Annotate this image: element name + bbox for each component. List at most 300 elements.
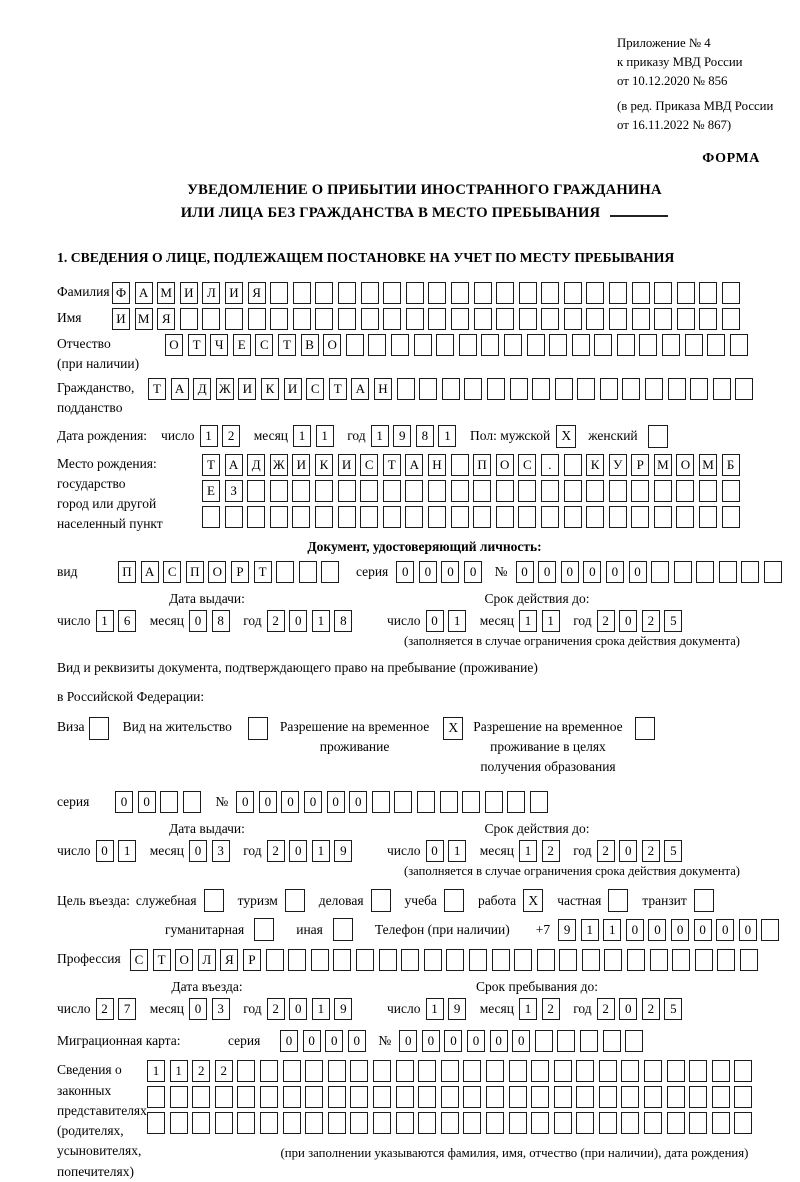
char-cell[interactable]: 1 xyxy=(200,425,218,447)
char-cell[interactable] xyxy=(361,308,379,330)
char-cell[interactable] xyxy=(564,454,582,476)
char-cell[interactable]: К xyxy=(586,454,604,476)
char-cell[interactable] xyxy=(677,282,695,304)
char-cell[interactable]: 6 xyxy=(118,610,136,632)
char-cell[interactable]: 0 xyxy=(349,791,367,813)
char-cell[interactable] xyxy=(496,506,514,528)
char-cell[interactable] xyxy=(689,1112,707,1134)
char-cell[interactable]: Т xyxy=(329,378,347,400)
char-cell[interactable]: 2 xyxy=(597,998,615,1020)
char-cell[interactable] xyxy=(328,1086,346,1108)
char-cell[interactable] xyxy=(722,308,740,330)
char-cell[interactable] xyxy=(496,480,514,502)
char-cell[interactable] xyxy=(621,1060,639,1082)
char-cell[interactable]: 0 xyxy=(422,1030,440,1052)
char-cell[interactable] xyxy=(451,480,469,502)
char-cell[interactable] xyxy=(473,480,491,502)
char-cell[interactable]: Д xyxy=(193,378,211,400)
char-cell[interactable]: 2 xyxy=(222,425,240,447)
temp-residence-edu-checkbox[interactable] xyxy=(635,717,655,740)
char-cell[interactable] xyxy=(486,1086,504,1108)
char-cell[interactable] xyxy=(713,378,731,400)
char-cell[interactable]: 1 xyxy=(312,998,330,1020)
char-cell[interactable]: 8 xyxy=(212,610,230,632)
char-cell[interactable] xyxy=(283,1112,301,1134)
char-cell[interactable]: 0 xyxy=(348,1030,366,1052)
purpose-commercial-checkbox[interactable] xyxy=(371,889,391,912)
char-cell[interactable]: 0 xyxy=(538,561,556,583)
char-cell[interactable] xyxy=(586,282,604,304)
char-cell[interactable] xyxy=(717,949,735,971)
char-cell[interactable] xyxy=(599,1086,617,1108)
char-cell[interactable] xyxy=(625,1030,643,1052)
char-cell[interactable] xyxy=(518,506,536,528)
char-cell[interactable] xyxy=(428,480,446,502)
residence-permit-checkbox[interactable] xyxy=(248,717,268,740)
char-cell[interactable] xyxy=(667,1060,685,1082)
char-cell[interactable]: 0 xyxy=(716,919,734,941)
char-cell[interactable]: 0 xyxy=(694,919,712,941)
char-cell[interactable] xyxy=(292,506,310,528)
char-cell[interactable]: У xyxy=(609,454,627,476)
char-cell[interactable] xyxy=(644,1060,662,1082)
char-cell[interactable] xyxy=(586,308,604,330)
char-cell[interactable]: Р xyxy=(243,949,261,971)
char-cell[interactable]: П xyxy=(186,561,204,583)
char-cell[interactable] xyxy=(650,949,668,971)
char-cell[interactable]: И xyxy=(112,308,130,330)
char-cell[interactable] xyxy=(722,282,740,304)
char-cell[interactable]: 9 xyxy=(558,919,576,941)
char-cell[interactable]: А xyxy=(225,454,243,476)
char-cell[interactable]: 0 xyxy=(115,791,133,813)
char-cell[interactable]: Р xyxy=(631,454,649,476)
char-cell[interactable]: 9 xyxy=(334,998,352,1020)
char-cell[interactable] xyxy=(396,1060,414,1082)
char-cell[interactable] xyxy=(147,1112,165,1134)
char-cell[interactable] xyxy=(609,282,627,304)
char-cell[interactable] xyxy=(192,1086,210,1108)
char-cell[interactable]: 1 xyxy=(170,1060,188,1082)
char-cell[interactable]: 0 xyxy=(426,840,444,862)
char-cell[interactable] xyxy=(730,334,748,356)
char-cell[interactable] xyxy=(418,1060,436,1082)
char-cell[interactable] xyxy=(215,1112,233,1134)
char-cell[interactable]: Я xyxy=(157,308,175,330)
char-cell[interactable] xyxy=(576,1060,594,1082)
char-cell[interactable] xyxy=(180,308,198,330)
char-cell[interactable] xyxy=(451,506,469,528)
char-cell[interactable] xyxy=(580,1030,598,1052)
char-cell[interactable]: 8 xyxy=(334,610,352,632)
char-cell[interactable]: О xyxy=(208,561,226,583)
char-cell[interactable]: 2 xyxy=(267,998,285,1020)
char-cell[interactable] xyxy=(396,1112,414,1134)
char-cell[interactable]: О xyxy=(323,334,341,356)
char-cell[interactable] xyxy=(260,1086,278,1108)
char-cell[interactable]: Л xyxy=(198,949,216,971)
char-cell[interactable] xyxy=(192,1112,210,1134)
char-cell[interactable] xyxy=(248,308,266,330)
char-cell[interactable]: 1 xyxy=(519,998,537,1020)
char-cell[interactable] xyxy=(361,282,379,304)
char-cell[interactable] xyxy=(559,949,577,971)
char-cell[interactable]: С xyxy=(130,949,148,971)
char-cell[interactable] xyxy=(645,378,663,400)
char-cell[interactable] xyxy=(283,1060,301,1082)
char-cell[interactable] xyxy=(293,308,311,330)
char-cell[interactable]: 0 xyxy=(606,561,624,583)
char-cell[interactable] xyxy=(428,308,446,330)
char-cell[interactable] xyxy=(396,1086,414,1108)
char-cell[interactable] xyxy=(600,378,618,400)
char-cell[interactable]: 1 xyxy=(448,610,466,632)
char-cell[interactable]: 1 xyxy=(312,840,330,862)
temp-residence-checkbox[interactable]: X xyxy=(443,717,463,740)
char-cell[interactable] xyxy=(360,506,378,528)
char-cell[interactable] xyxy=(373,1060,391,1082)
char-cell[interactable]: С xyxy=(306,378,324,400)
char-cell[interactable] xyxy=(690,378,708,400)
char-cell[interactable] xyxy=(237,1112,255,1134)
purpose-work-checkbox[interactable]: X xyxy=(523,889,543,912)
char-cell[interactable] xyxy=(586,506,604,528)
char-cell[interactable] xyxy=(451,308,469,330)
char-cell[interactable]: Т xyxy=(148,378,166,400)
char-cell[interactable]: С xyxy=(518,454,536,476)
char-cell[interactable] xyxy=(436,334,454,356)
char-cell[interactable]: Ф xyxy=(112,282,130,304)
char-cell[interactable] xyxy=(383,506,401,528)
char-cell[interactable] xyxy=(531,1060,549,1082)
char-cell[interactable] xyxy=(442,378,460,400)
purpose-private-checkbox[interactable] xyxy=(608,889,628,912)
char-cell[interactable]: 0 xyxy=(399,1030,417,1052)
char-cell[interactable]: 9 xyxy=(334,840,352,862)
purpose-transit-checkbox[interactable] xyxy=(694,889,714,912)
char-cell[interactable]: 0 xyxy=(289,840,307,862)
char-cell[interactable] xyxy=(639,334,657,356)
char-cell[interactable]: 0 xyxy=(648,919,666,941)
char-cell[interactable] xyxy=(504,334,522,356)
char-cell[interactable] xyxy=(481,334,499,356)
char-cell[interactable]: Д xyxy=(247,454,265,476)
char-cell[interactable] xyxy=(507,791,525,813)
char-cell[interactable] xyxy=(564,308,582,330)
char-cell[interactable] xyxy=(699,282,717,304)
char-cell[interactable] xyxy=(662,334,680,356)
char-cell[interactable] xyxy=(677,308,695,330)
char-cell[interactable] xyxy=(564,506,582,528)
char-cell[interactable] xyxy=(260,1060,278,1082)
char-cell[interactable]: К xyxy=(261,378,279,400)
char-cell[interactable]: И xyxy=(180,282,198,304)
purpose-tourism-checkbox[interactable] xyxy=(285,889,305,912)
gender-male-checkbox[interactable]: X xyxy=(556,425,576,448)
char-cell[interactable]: 1 xyxy=(371,425,389,447)
char-cell[interactable]: О xyxy=(496,454,514,476)
char-cell[interactable] xyxy=(215,1086,233,1108)
char-cell[interactable] xyxy=(599,1060,617,1082)
char-cell[interactable] xyxy=(260,1112,278,1134)
char-cell[interactable] xyxy=(464,378,482,400)
char-cell[interactable]: 0 xyxy=(303,1030,321,1052)
char-cell[interactable] xyxy=(672,949,690,971)
char-cell[interactable] xyxy=(170,1086,188,1108)
char-cell[interactable]: 7 xyxy=(118,998,136,1020)
char-cell[interactable]: 1 xyxy=(542,610,560,632)
char-cell[interactable] xyxy=(576,1086,594,1108)
char-cell[interactable] xyxy=(183,791,201,813)
char-cell[interactable] xyxy=(734,1060,752,1082)
char-cell[interactable]: 0 xyxy=(512,1030,530,1052)
char-cell[interactable]: 5 xyxy=(664,998,682,1020)
char-cell[interactable] xyxy=(734,1086,752,1108)
char-cell[interactable] xyxy=(333,949,351,971)
char-cell[interactable]: 0 xyxy=(626,919,644,941)
char-cell[interactable]: Я xyxy=(220,949,238,971)
char-cell[interactable] xyxy=(631,480,649,502)
char-cell[interactable] xyxy=(674,561,692,583)
char-cell[interactable] xyxy=(440,791,458,813)
char-cell[interactable] xyxy=(406,282,424,304)
char-cell[interactable] xyxy=(446,949,464,971)
char-cell[interactable] xyxy=(428,506,446,528)
char-cell[interactable] xyxy=(401,949,419,971)
char-cell[interactable] xyxy=(537,949,555,971)
char-cell[interactable]: 2 xyxy=(642,840,660,862)
char-cell[interactable] xyxy=(651,561,669,583)
char-cell[interactable]: 0 xyxy=(419,561,437,583)
char-cell[interactable]: 0 xyxy=(189,840,207,862)
char-cell[interactable] xyxy=(621,1086,639,1108)
char-cell[interactable] xyxy=(451,282,469,304)
char-cell[interactable] xyxy=(405,480,423,502)
char-cell[interactable]: 0 xyxy=(464,561,482,583)
char-cell[interactable] xyxy=(632,282,650,304)
char-cell[interactable] xyxy=(764,561,782,583)
char-cell[interactable]: 0 xyxy=(619,998,637,1020)
char-cell[interactable] xyxy=(299,561,317,583)
char-cell[interactable]: Ж xyxy=(270,454,288,476)
char-cell[interactable] xyxy=(509,1112,527,1134)
char-cell[interactable] xyxy=(283,1086,301,1108)
char-cell[interactable] xyxy=(419,378,437,400)
char-cell[interactable]: В xyxy=(301,334,319,356)
char-cell[interactable] xyxy=(557,1030,575,1052)
char-cell[interactable] xyxy=(170,1112,188,1134)
char-cell[interactable] xyxy=(373,1112,391,1134)
char-cell[interactable] xyxy=(311,949,329,971)
char-cell[interactable] xyxy=(514,949,532,971)
char-cell[interactable]: Ж xyxy=(216,378,234,400)
char-cell[interactable] xyxy=(237,1060,255,1082)
char-cell[interactable]: 1 xyxy=(96,610,114,632)
char-cell[interactable] xyxy=(328,1112,346,1134)
char-cell[interactable]: Е xyxy=(233,334,251,356)
char-cell[interactable] xyxy=(405,506,423,528)
char-cell[interactable]: З xyxy=(225,480,243,502)
char-cell[interactable] xyxy=(654,506,672,528)
char-cell[interactable]: 0 xyxy=(441,561,459,583)
char-cell[interactable] xyxy=(225,308,243,330)
char-cell[interactable]: И xyxy=(338,454,356,476)
purpose-business-checkbox[interactable] xyxy=(204,889,224,912)
char-cell[interactable]: 0 xyxy=(138,791,156,813)
char-cell[interactable] xyxy=(338,282,356,304)
char-cell[interactable] xyxy=(414,334,432,356)
char-cell[interactable]: 0 xyxy=(467,1030,485,1052)
char-cell[interactable] xyxy=(338,506,356,528)
char-cell[interactable] xyxy=(383,282,401,304)
char-cell[interactable] xyxy=(554,1112,572,1134)
char-cell[interactable] xyxy=(202,308,220,330)
char-cell[interactable] xyxy=(707,334,725,356)
char-cell[interactable] xyxy=(555,378,573,400)
char-cell[interactable] xyxy=(617,334,635,356)
char-cell[interactable] xyxy=(225,506,243,528)
char-cell[interactable] xyxy=(474,282,492,304)
char-cell[interactable]: 8 xyxy=(416,425,434,447)
char-cell[interactable] xyxy=(685,334,703,356)
char-cell[interactable]: 1 xyxy=(426,998,444,1020)
char-cell[interactable] xyxy=(712,1086,730,1108)
char-cell[interactable] xyxy=(368,334,386,356)
char-cell[interactable]: И xyxy=(292,454,310,476)
char-cell[interactable] xyxy=(577,378,595,400)
char-cell[interactable]: А xyxy=(405,454,423,476)
char-cell[interactable] xyxy=(485,791,503,813)
char-cell[interactable]: И xyxy=(238,378,256,400)
char-cell[interactable] xyxy=(761,919,779,941)
char-cell[interactable] xyxy=(360,480,378,502)
char-cell[interactable] xyxy=(535,1030,553,1052)
char-cell[interactable]: М xyxy=(135,308,153,330)
char-cell[interactable] xyxy=(696,561,714,583)
char-cell[interactable]: 1 xyxy=(448,840,466,862)
char-cell[interactable]: И xyxy=(284,378,302,400)
char-cell[interactable] xyxy=(486,1112,504,1134)
char-cell[interactable] xyxy=(373,1086,391,1108)
char-cell[interactable] xyxy=(469,949,487,971)
char-cell[interactable] xyxy=(627,949,645,971)
char-cell[interactable] xyxy=(270,308,288,330)
char-cell[interactable] xyxy=(689,1086,707,1108)
char-cell[interactable] xyxy=(554,1086,572,1108)
visa-checkbox[interactable] xyxy=(89,717,109,740)
char-cell[interactable]: 1 xyxy=(312,610,330,632)
char-cell[interactable]: 1 xyxy=(147,1060,165,1082)
char-cell[interactable] xyxy=(519,308,537,330)
char-cell[interactable]: 0 xyxy=(490,1030,508,1052)
char-cell[interactable] xyxy=(486,1060,504,1082)
char-cell[interactable] xyxy=(379,949,397,971)
char-cell[interactable]: 2 xyxy=(267,840,285,862)
char-cell[interactable] xyxy=(496,282,514,304)
char-cell[interactable] xyxy=(564,480,582,502)
char-cell[interactable] xyxy=(417,791,435,813)
char-cell[interactable]: 0 xyxy=(327,791,345,813)
char-cell[interactable] xyxy=(541,506,559,528)
char-cell[interactable] xyxy=(315,506,333,528)
char-cell[interactable]: 3 xyxy=(212,840,230,862)
char-cell[interactable] xyxy=(621,1112,639,1134)
char-cell[interactable] xyxy=(293,282,311,304)
char-cell[interactable]: 2 xyxy=(192,1060,210,1082)
char-cell[interactable]: Т xyxy=(383,454,401,476)
char-cell[interactable] xyxy=(519,282,537,304)
char-cell[interactable]: 1 xyxy=(118,840,136,862)
purpose-humanitarian-checkbox[interactable] xyxy=(254,918,274,941)
char-cell[interactable] xyxy=(541,480,559,502)
char-cell[interactable] xyxy=(735,378,753,400)
char-cell[interactable] xyxy=(202,506,220,528)
char-cell[interactable] xyxy=(594,334,612,356)
char-cell[interactable]: А xyxy=(141,561,159,583)
char-cell[interactable] xyxy=(160,791,178,813)
char-cell[interactable] xyxy=(266,949,284,971)
char-cell[interactable]: 9 xyxy=(393,425,411,447)
char-cell[interactable]: 0 xyxy=(289,610,307,632)
char-cell[interactable] xyxy=(305,1112,323,1134)
char-cell[interactable] xyxy=(667,1086,685,1108)
char-cell[interactable]: К xyxy=(315,454,333,476)
char-cell[interactable]: 2 xyxy=(642,610,660,632)
char-cell[interactable] xyxy=(292,480,310,502)
char-cell[interactable]: С xyxy=(255,334,273,356)
char-cell[interactable] xyxy=(530,791,548,813)
char-cell[interactable] xyxy=(632,308,650,330)
char-cell[interactable]: П xyxy=(118,561,136,583)
char-cell[interactable] xyxy=(451,454,469,476)
char-cell[interactable]: 0 xyxy=(619,840,637,862)
char-cell[interactable]: 0 xyxy=(619,610,637,632)
char-cell[interactable]: Я xyxy=(248,282,266,304)
char-cell[interactable]: 0 xyxy=(189,610,207,632)
char-cell[interactable] xyxy=(531,1086,549,1108)
char-cell[interactable] xyxy=(383,480,401,502)
char-cell[interactable] xyxy=(424,949,442,971)
char-cell[interactable] xyxy=(741,561,759,583)
char-cell[interactable] xyxy=(462,791,480,813)
char-cell[interactable]: 2 xyxy=(215,1060,233,1082)
char-cell[interactable] xyxy=(599,1112,617,1134)
char-cell[interactable] xyxy=(474,308,492,330)
char-cell[interactable] xyxy=(350,1086,368,1108)
char-cell[interactable] xyxy=(676,506,694,528)
char-cell[interactable]: 0 xyxy=(280,1030,298,1052)
char-cell[interactable]: О xyxy=(165,334,183,356)
char-cell[interactable] xyxy=(463,1086,481,1108)
char-cell[interactable]: Е xyxy=(202,480,220,502)
char-cell[interactable]: 0 xyxy=(189,998,207,1020)
char-cell[interactable] xyxy=(372,791,390,813)
char-cell[interactable]: Н xyxy=(428,454,446,476)
char-cell[interactable]: Л xyxy=(202,282,220,304)
char-cell[interactable] xyxy=(554,1060,572,1082)
char-cell[interactable] xyxy=(609,480,627,502)
char-cell[interactable] xyxy=(406,308,424,330)
char-cell[interactable]: 5 xyxy=(664,610,682,632)
char-cell[interactable] xyxy=(397,378,415,400)
char-cell[interactable] xyxy=(441,1060,459,1082)
char-cell[interactable] xyxy=(722,506,740,528)
char-cell[interactable]: М xyxy=(654,454,672,476)
char-cell[interactable] xyxy=(459,334,477,356)
char-cell[interactable] xyxy=(463,1112,481,1134)
char-cell[interactable] xyxy=(712,1112,730,1134)
char-cell[interactable] xyxy=(305,1086,323,1108)
